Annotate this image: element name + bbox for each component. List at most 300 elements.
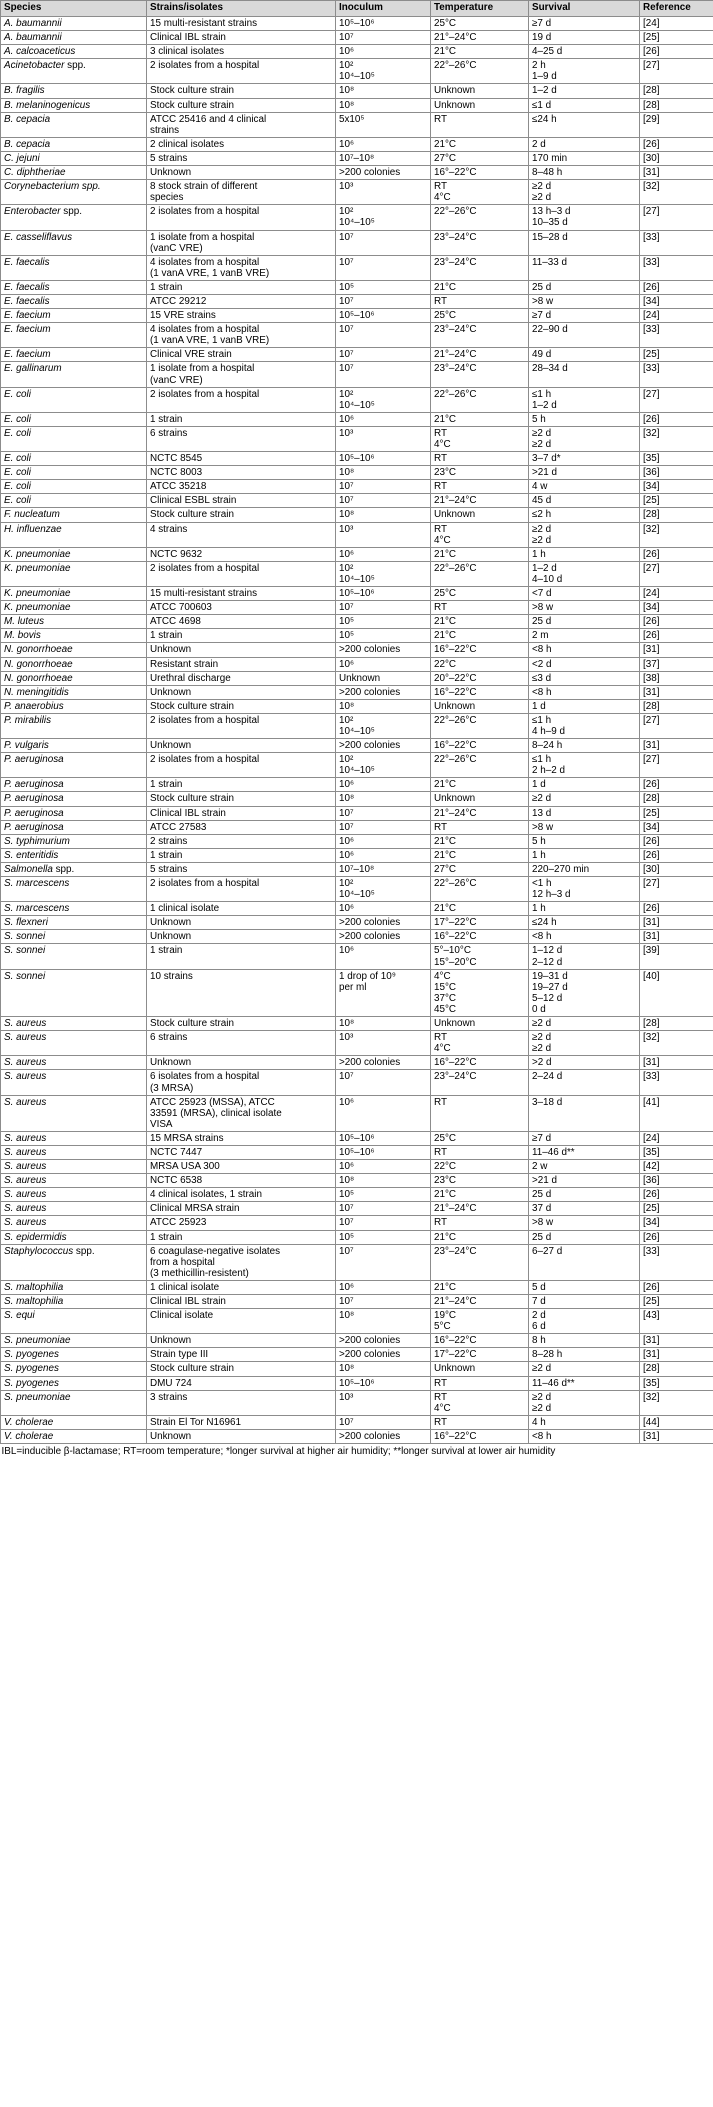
inoculum-cell: 10⁸: [336, 1362, 431, 1376]
reference-cell: [32]: [640, 1031, 713, 1056]
reference-cell: [26]: [640, 1188, 713, 1202]
survival-cell: 28–34 d: [529, 362, 640, 387]
strains-cell: Unknown: [147, 1429, 336, 1443]
inoculum-cell: 10⁵–10⁶: [336, 587, 431, 601]
inoculum-cell: 10⁶: [336, 547, 431, 561]
table-row: [1, 1429, 713, 1443]
survival-cell: 170 min: [529, 151, 640, 165]
table-row: [1, 1070, 713, 1095]
survival-cell: 6–27 d: [529, 1244, 640, 1280]
temperature-cell: 16°–22°C: [431, 1429, 529, 1443]
species-name: E. faecalis: [4, 281, 50, 293]
strains-cell: Stock culture strain: [147, 508, 336, 522]
reference-cell: [28]: [640, 1362, 713, 1376]
temperature-cell-line: 4°C: [434, 970, 451, 982]
inoculum-cell: 5x10⁵: [336, 112, 431, 137]
temperature-cell: Unknown: [431, 508, 529, 522]
species-name: S. marcescens: [4, 878, 70, 889]
reference-cell: [36]: [640, 466, 713, 480]
species-cell: [1, 643, 147, 657]
species-name: C. diphtheriae: [4, 167, 66, 179]
survival-cell: 3–7 d*: [529, 452, 640, 466]
survival-cell-line: <1 h: [532, 878, 552, 889]
reference-cell: [32]: [640, 522, 713, 547]
species-name: S. aureus: [4, 1217, 47, 1229]
strains-cell-line: (1 vanA VRE, 1 vanB VRE): [150, 335, 270, 347]
survival-cell: 1 d: [529, 699, 640, 713]
survival-cell: 1 h: [529, 902, 640, 916]
inoculum-cell: 10⁸: [336, 1174, 431, 1188]
table-row: [1, 713, 713, 738]
species-name: K. pneumoniae: [4, 588, 71, 600]
species-cell: [1, 1095, 147, 1131]
inoculum-cell: 10³: [336, 1390, 431, 1415]
species-cell: [1, 362, 147, 387]
table-row: [1, 1131, 713, 1145]
survival-cell: <7 d: [529, 587, 640, 601]
table-row: [1, 1362, 713, 1376]
reference-cell: [28]: [640, 699, 713, 713]
species-name: S. sonnei: [4, 931, 46, 943]
species-name: S. flexneri: [4, 917, 48, 929]
inoculum-cell: 10⁸: [336, 466, 431, 480]
table-row: [1, 1280, 713, 1294]
inoculum-cell: 10⁵: [336, 615, 431, 629]
survival-cell-line: 1–9 d: [532, 71, 557, 83]
inoculum-cell: 10⁸: [336, 508, 431, 522]
temperature-cell-line: RT: [434, 427, 447, 439]
survival-cell: 49 d: [529, 348, 640, 362]
reference-cell: [31]: [640, 1334, 713, 1348]
reference-cell: [28]: [640, 508, 713, 522]
table-row: [1, 848, 713, 862]
inoculum-cell: 10⁵: [336, 280, 431, 294]
inoculum-cell: 10⁸: [336, 1017, 431, 1031]
species-name: K. pneumoniae: [4, 548, 71, 560]
survival-cell: >21 d: [529, 466, 640, 480]
survival-cell: <8 h: [529, 643, 640, 657]
survival-cell-line: 2 h: [532, 60, 546, 72]
temperature-cell: 23°–24°C: [431, 1244, 529, 1280]
table-row: [1, 98, 713, 112]
strains-cell: [147, 1070, 336, 1095]
temperature-cell-line: 45°C: [434, 1003, 457, 1015]
survival-cell: ≥7 d: [529, 17, 640, 31]
strains-cell: 4 strains: [147, 522, 336, 547]
temperature-cell: 17°–22°C: [431, 916, 529, 930]
species-cell: [1, 792, 147, 806]
strains-cell: 1 strain: [147, 944, 336, 969]
temperature-cell: 21°–24°C: [431, 1202, 529, 1216]
strains-cell: 6 strains: [147, 1031, 336, 1056]
survival-cell-line: 4 h–9 d: [532, 725, 565, 737]
survival-cell: 11–33 d: [529, 255, 640, 280]
inoculum-cell: 10⁶: [336, 412, 431, 426]
table-row: [1, 412, 713, 426]
survival-cell-line: 6 d: [532, 1321, 546, 1333]
strains-cell: 1 strain: [147, 848, 336, 862]
species-cell: [1, 713, 147, 738]
survival-cell: [529, 1031, 640, 1056]
strains-cell: MRSA USA 300: [147, 1160, 336, 1174]
survival-cell: 22–90 d: [529, 323, 640, 348]
species-name: C. jejuni: [4, 152, 40, 164]
reference-cell: [24]: [640, 587, 713, 601]
table-row: [1, 930, 713, 944]
strains-cell: Unknown: [147, 1334, 336, 1348]
species-cell: [1, 112, 147, 137]
temperature-cell: 21°–24°C: [431, 1295, 529, 1309]
temperature-cell: 16°–22°C: [431, 643, 529, 657]
temperature-cell: 21°C: [431, 834, 529, 848]
temperature-cell-line: 37°C: [434, 992, 457, 1004]
temperature-cell: Unknown: [431, 792, 529, 806]
inoculum-cell: >200 colonies: [336, 930, 431, 944]
species-name: E. faecium: [4, 349, 51, 361]
inoculum-cell: 10⁷: [336, 1295, 431, 1309]
reference-cell: [26]: [640, 902, 713, 916]
inoculum-cell: >200 colonies: [336, 1348, 431, 1362]
reference-cell: [35]: [640, 452, 713, 466]
species-name: S. aureus: [4, 1175, 47, 1187]
temperature-cell-line: 4°C: [434, 1402, 451, 1414]
survival-cell: ≥7 d: [529, 1131, 640, 1145]
survival-cell: 1 d: [529, 778, 640, 792]
strains-cell: 2 isolates from a hospital: [147, 205, 336, 230]
table-row: [1, 1174, 713, 1188]
temperature-cell: 17°–22°C: [431, 1348, 529, 1362]
species-cell: [1, 1056, 147, 1070]
survival-cell: 37 d: [529, 1202, 640, 1216]
species-name: S. aureus: [4, 1057, 47, 1069]
strains-cell: ATCC 25923: [147, 1216, 336, 1230]
reference-cell: [25]: [640, 31, 713, 45]
survival-cell: [529, 522, 640, 547]
survival-cell: 4–25 d: [529, 45, 640, 59]
strains-cell: 15 multi-resistant strains: [147, 587, 336, 601]
strains-cell-line: (vanC VRE): [150, 242, 203, 254]
inoculum-cell: 10⁶: [336, 902, 431, 916]
inoculum-cell: [336, 753, 431, 778]
header-temperature: Temperature: [431, 1, 529, 17]
survival-cell: 11–46 d**: [529, 1145, 640, 1159]
table-row: [1, 1334, 713, 1348]
reference-cell: [27]: [640, 387, 713, 412]
inoculum-cell: 10⁶: [336, 848, 431, 862]
survival-cell-line: ≤1 h: [532, 714, 552, 726]
species-name: N. gonorrhoeae: [4, 672, 73, 684]
inoculum-cell: 10⁷: [336, 348, 431, 362]
inoculum-cell: 10⁷: [336, 480, 431, 494]
temperature-cell-line: RT: [434, 1032, 447, 1044]
inoculum-cell: 10⁷: [336, 362, 431, 387]
inoculum-cell: 10⁷: [336, 31, 431, 45]
table-row: [1, 45, 713, 59]
survival-cell-line: 19–31 d: [532, 970, 568, 982]
temperature-cell-line: 15°–20°C: [434, 956, 477, 968]
survival-cell-line: 13 h–3 d: [532, 206, 571, 218]
species-suffix: spp.: [64, 60, 86, 72]
survival-cell: 8–28 h: [529, 1348, 640, 1362]
species-name: E. faecalis: [4, 295, 50, 307]
table-row: [1, 1145, 713, 1159]
inoculum-cell: 10³: [336, 522, 431, 547]
temperature-cell: Unknown: [431, 98, 529, 112]
strains-cell: Clinical ESBL strain: [147, 494, 336, 508]
survival-cell: >8 w: [529, 1216, 640, 1230]
temperature-cell: RT: [431, 112, 529, 137]
inoculum-cell: 10⁷: [336, 601, 431, 615]
species-cell: [1, 629, 147, 643]
table-row: [1, 1230, 713, 1244]
temperature-cell: 23°–24°C: [431, 323, 529, 348]
table-row: [1, 387, 713, 412]
inoculum-cell: 10⁸: [336, 699, 431, 713]
table-row: [1, 1376, 713, 1390]
species-cell: [1, 426, 147, 451]
species-name: P. aeruginosa: [4, 807, 64, 819]
inoculum-cell: 10⁶: [336, 944, 431, 969]
reference-cell: [33]: [640, 255, 713, 280]
inoculum-cell: 10⁷: [336, 1216, 431, 1230]
survival-cell: 5 h: [529, 834, 640, 848]
table-row: [1, 1244, 713, 1280]
species-cell: [1, 1188, 147, 1202]
inoculum-cell-line: 10⁴–10⁵: [339, 889, 375, 901]
species-cell: [1, 166, 147, 180]
inoculum-cell: >200 colonies: [336, 166, 431, 180]
table-row: [1, 601, 713, 615]
species-cell: [1, 1334, 147, 1348]
inoculum-cell-line: 10⁴–10⁵: [339, 399, 375, 411]
table-row: [1, 1202, 713, 1216]
temperature-cell: RT: [431, 1216, 529, 1230]
species-cell: [1, 671, 147, 685]
survival-cell-line: ≥2 d: [532, 427, 552, 439]
species-name: S. marcescens: [4, 903, 70, 915]
temperature-cell: 23°–24°C: [431, 230, 529, 255]
strains-cell-line: strains: [150, 124, 180, 136]
species-cell: [1, 601, 147, 615]
temperature-cell: 23°–24°C: [431, 362, 529, 387]
strains-cell: [147, 1095, 336, 1131]
species-cell: [1, 508, 147, 522]
strains-cell: Resistant strain: [147, 657, 336, 671]
species-cell: [1, 1202, 147, 1216]
table-row: [1, 685, 713, 699]
species-cell: [1, 309, 147, 323]
survival-cell: <8 h: [529, 930, 640, 944]
temperature-cell: 22°–26°C: [431, 59, 529, 84]
survival-cell: ≤24 h: [529, 112, 640, 137]
reference-cell: [39]: [640, 944, 713, 969]
temperature-cell: 16°–22°C: [431, 739, 529, 753]
species-cell: [1, 969, 147, 1016]
species-name: S. pyogenes: [4, 1363, 59, 1375]
table-row: [1, 1188, 713, 1202]
strains-cell: [147, 1244, 336, 1280]
species-cell: [1, 480, 147, 494]
table-row: [1, 643, 713, 657]
inoculum-cell: >200 colonies: [336, 1429, 431, 1443]
species-name: S. sonnei: [4, 945, 46, 957]
inoculum-cell: 10⁷: [336, 1202, 431, 1216]
inoculum-cell: 10⁸: [336, 84, 431, 98]
inoculum-cell: 10³: [336, 426, 431, 451]
reference-cell: [31]: [640, 685, 713, 699]
survival-cell: 1 h: [529, 547, 640, 561]
table-row: [1, 916, 713, 930]
table-row: [1, 1056, 713, 1070]
temperature-cell: [431, 426, 529, 451]
species-cell: [1, 31, 147, 45]
species-cell: [1, 739, 147, 753]
species-cell: [1, 1017, 147, 1031]
table-row: [1, 834, 713, 848]
survival-cell: <8 h: [529, 1429, 640, 1443]
reference-cell: [25]: [640, 348, 713, 362]
inoculum-cell: 10⁷: [336, 294, 431, 308]
species-name: N. gonorrhoeae: [4, 644, 73, 656]
inoculum-cell: 10⁷: [336, 323, 431, 348]
species-cell: [1, 1244, 147, 1280]
strains-cell: NCTC 9632: [147, 547, 336, 561]
inoculum-cell: 10³: [336, 1031, 431, 1056]
strains-cell: Clinical IBL strain: [147, 806, 336, 820]
species-name: E. coli: [4, 467, 31, 479]
reference-cell: [31]: [640, 1429, 713, 1443]
temperature-cell-line: RT: [434, 1391, 447, 1403]
survival-cell: ≥2 d: [529, 792, 640, 806]
species-name: E. coli: [4, 427, 31, 439]
table-row: [1, 862, 713, 876]
survival-cell: [529, 561, 640, 586]
inoculum-cell: [336, 877, 431, 902]
temperature-cell: 22°–26°C: [431, 713, 529, 738]
species-cell: [1, 59, 147, 84]
inoculum-cell: Unknown: [336, 671, 431, 685]
species-name: B. fragilis: [4, 85, 45, 97]
table-row: [1, 1216, 713, 1230]
strains-cell-line: 6 coagulase-negative isolates: [150, 1245, 281, 1257]
reference-cell: [34]: [640, 480, 713, 494]
table-row: [1, 255, 713, 280]
strains-cell: 1 strain: [147, 412, 336, 426]
species-cell: [1, 17, 147, 31]
survival-cell: [529, 1390, 640, 1415]
species-name: N. meningitidis: [4, 686, 69, 698]
survival-cell-line: 19–27 d: [532, 981, 568, 993]
survival-cell: 8–48 h: [529, 166, 640, 180]
table-row: [1, 522, 713, 547]
inoculum-cell: 10⁵–10⁶: [336, 17, 431, 31]
table-row: [1, 309, 713, 323]
species-cell: [1, 916, 147, 930]
survival-cell: >2 d: [529, 1056, 640, 1070]
species-name: E. coli: [4, 413, 31, 425]
species-name: S. pneumoniae: [4, 1335, 71, 1347]
species-cell: [1, 323, 147, 348]
table-row: [1, 494, 713, 508]
temperature-cell: 21°C: [431, 280, 529, 294]
reference-cell: [27]: [640, 753, 713, 778]
temperature-cell: RT: [431, 1376, 529, 1390]
temperature-cell: 22°–26°C: [431, 205, 529, 230]
strains-cell: 2 isolates from a hospital: [147, 59, 336, 84]
inoculum-cell: >200 colonies: [336, 685, 431, 699]
temperature-cell: RT: [431, 1415, 529, 1429]
strains-cell-line: 1 isolate from a hospital: [150, 231, 255, 243]
survival-cell: ≥2 d: [529, 1362, 640, 1376]
survival-cell: 2 w: [529, 1160, 640, 1174]
strains-cell: 6 strains: [147, 426, 336, 451]
reference-cell: [34]: [640, 601, 713, 615]
strains-cell-line: 8 stock strain of different: [150, 181, 258, 193]
strains-cell-line: species: [150, 192, 184, 204]
table-row: [1, 151, 713, 165]
inoculum-cell: 10⁶: [336, 45, 431, 59]
inoculum-cell: [336, 713, 431, 738]
inoculum-cell: 10⁶: [336, 657, 431, 671]
species-cell: [1, 930, 147, 944]
species-cell: [1, 45, 147, 59]
species-cell: [1, 1216, 147, 1230]
header-reference: Reference: [640, 1, 713, 17]
temperature-cell: RT: [431, 1145, 529, 1159]
temperature-cell: 23°C: [431, 466, 529, 480]
species-cell: [1, 615, 147, 629]
survival-cell-line: 1–12 d: [532, 945, 563, 957]
temperature-cell: 25°C: [431, 587, 529, 601]
survival-cell: 11–46 d**: [529, 1376, 640, 1390]
reference-cell: [27]: [640, 59, 713, 84]
strains-cell: NCTC 8545: [147, 452, 336, 466]
species-name: B. melaninogenicus: [4, 99, 91, 111]
reference-cell: [26]: [640, 412, 713, 426]
inoculum-cell: 10⁷: [336, 820, 431, 834]
strains-cell: ATCC 4698: [147, 615, 336, 629]
temperature-cell: 16°–22°C: [431, 1334, 529, 1348]
reference-cell: [24]: [640, 17, 713, 31]
temperature-cell: 21°C: [431, 1188, 529, 1202]
temperature-cell: [431, 1390, 529, 1415]
strains-cell: [147, 323, 336, 348]
inoculum-cell: 10⁸: [336, 98, 431, 112]
species-cell: [1, 522, 147, 547]
temperature-cell-line: RT: [434, 523, 447, 535]
strains-cell: Unknown: [147, 916, 336, 930]
species-cell: [1, 806, 147, 820]
reference-cell: [26]: [640, 280, 713, 294]
survival-cell-line: ≥2 d: [532, 1032, 552, 1044]
strains-cell: Clinical IBL strain: [147, 1295, 336, 1309]
strains-cell: ATCC 35218: [147, 480, 336, 494]
survival-cell-line: ≥2 d: [532, 1391, 552, 1403]
strains-cell: Strain El Tor N16961: [147, 1415, 336, 1429]
table-row: [1, 629, 713, 643]
temperature-cell-line: 5°–10°C: [434, 945, 471, 957]
survival-cell: [529, 205, 640, 230]
species-name: P. aeruginosa: [4, 793, 64, 805]
reference-cell: [34]: [640, 820, 713, 834]
temperature-cell: 16°–22°C: [431, 166, 529, 180]
temperature-cell: 21°C: [431, 412, 529, 426]
species-name: A. baumannii: [4, 18, 62, 29]
inoculum-cell: 10⁷: [336, 1070, 431, 1095]
table-row: [1, 508, 713, 522]
species-name: S. pneumoniae: [4, 1391, 71, 1403]
table-row: [1, 452, 713, 466]
